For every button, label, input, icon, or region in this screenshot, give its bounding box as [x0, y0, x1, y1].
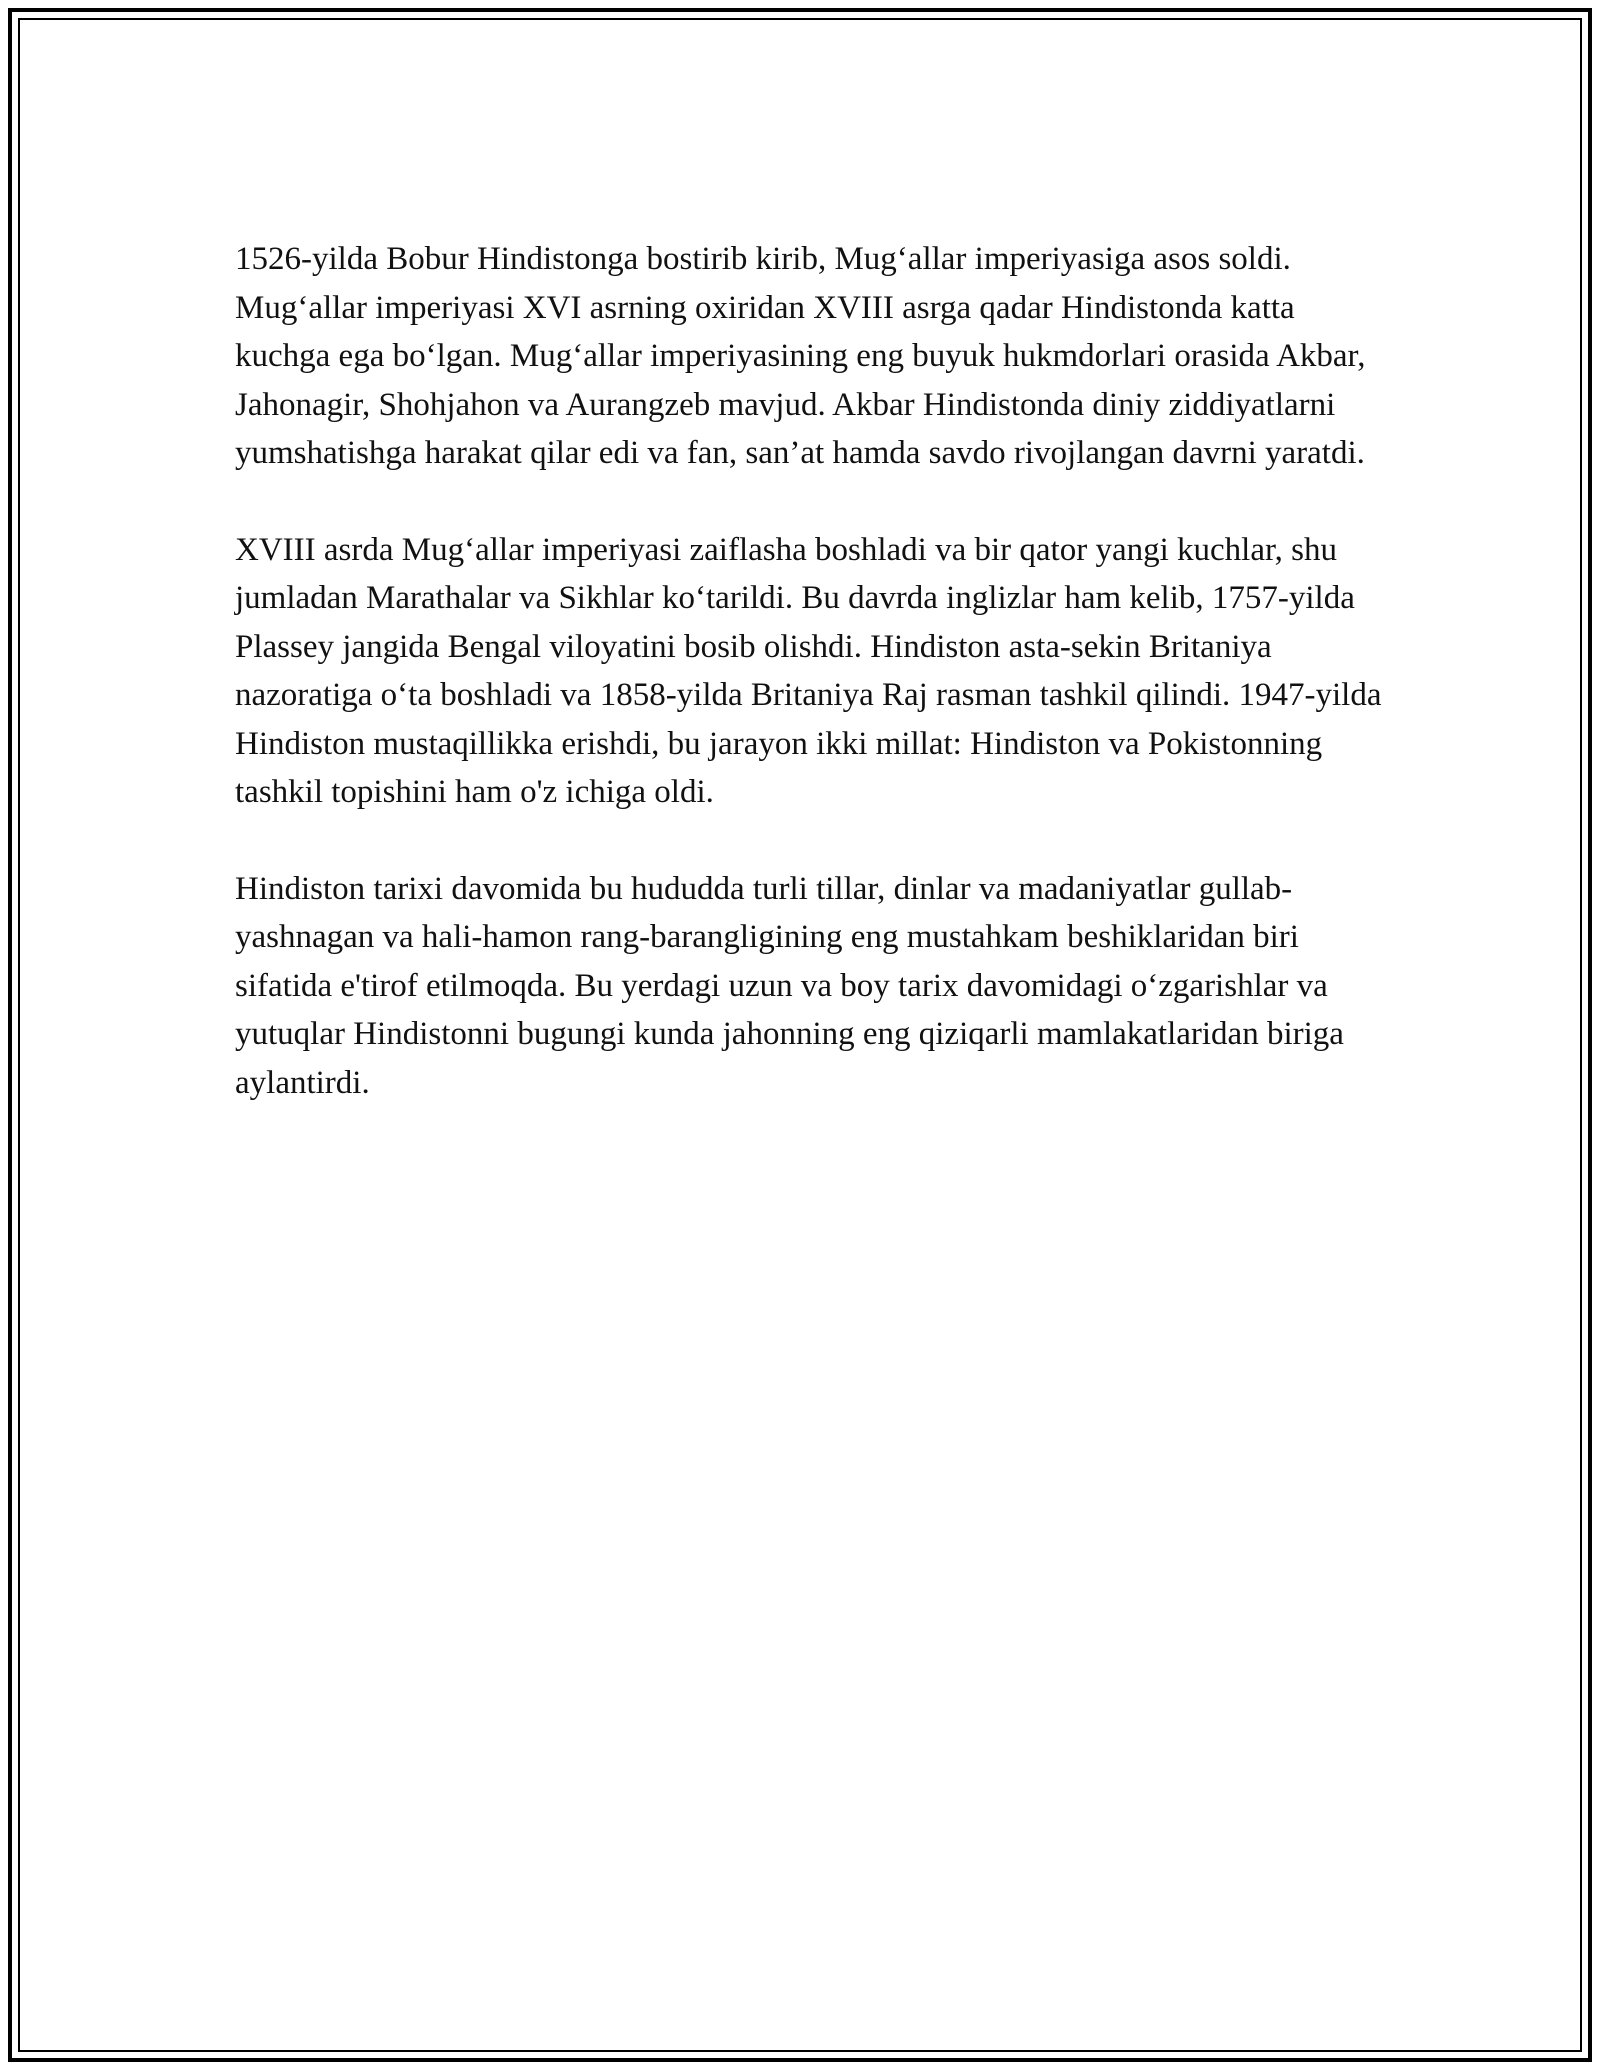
document-body [235, 235, 1395, 1155]
paragraph-mughal-empire: 1526-yilda Bobur Hindistonga bostirib kirib, Mug‘allar imperiyasiga asos soldi. Mug‘allar imperiyasi XVI asrning oxiridan XVIII asrga qadar Hindistonda katta kuchga ega bo‘lgan. Mug‘allar imperiyasining eng buyuk hukmdorlari orasida Akbar, Jahonagir, Shohjahon va Aurangzeb mavjud. Akbar Hindistonda diniy ziddiyatlarni yumshatishga harakat qilar edi va fan, san’at hamda savdo rivojlangan davrni yaratdi. [235, 241, 1366, 471]
paragraph-cultural-diversity: Hindiston tarixi davomida bu hududda turli tillar, dinlar va madaniyatlar gullab-yashnagan va hali-hamon rang-barangligining eng mustahkam beshiklaridan biri sifatida e'tirof etilmoqda. Bu yerdagi uzun va boy tarix davomidagi o‘zgarishlar va yutuqlar Hindistonni bugungi kunda jahonning eng qiziqarli mamlakatlaridan biriga aylantirdi. [235, 870, 1344, 1101]
paragraph-british-rule: XVIII asrda Mug‘allar imperiyasi zaiflasha boshladi va bir qator yangi kuchlar, shu jumladan Marathalar va Sikhlar ko‘tarildi. Bu davrda inglizlar ham kelib, 1757-yilda Plassey jangida Bengal viloyatini bosib olishdi. Hindiston asta-sekin Britaniya nazoratiga o‘ta boshladi va 1858-yilda Britaniya Raj rasman tashkil qilindi. 1947-yilda Hindiston mustaqillikka erishdi, bu jarayon ikki millat: Hindiston va Pokistonning tashkil topishini ham o'z ichiga oldi. [235, 531, 1382, 810]
